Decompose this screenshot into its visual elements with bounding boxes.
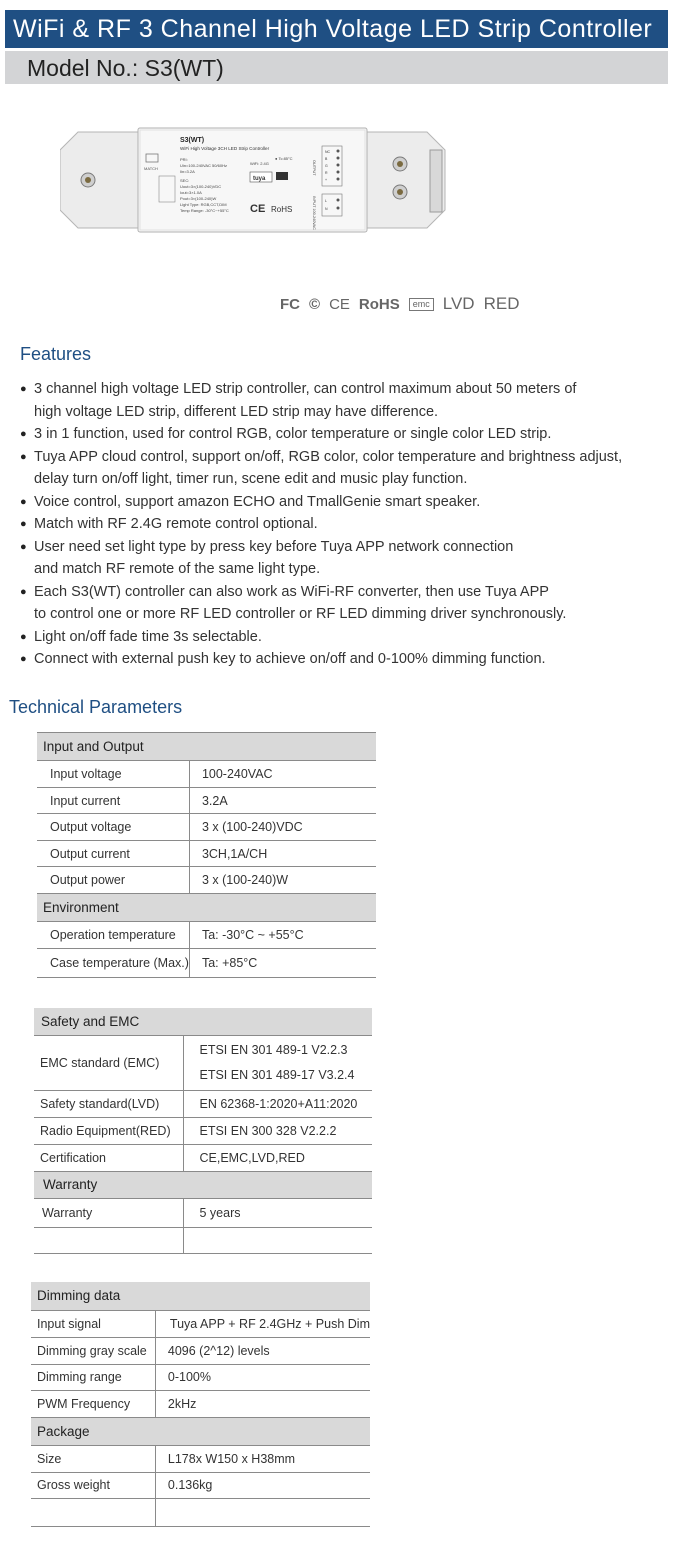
table-row: Output power 3 x (100-240)W	[37, 867, 376, 894]
table-row: Gross weight 0.136kg	[31, 1472, 370, 1498]
terminal-screw-icon	[337, 164, 340, 167]
emc-standard-value: ETSI EN 301 489-17 V3.2.4	[199, 1067, 355, 1082]
terminal-screw-icon	[337, 199, 340, 202]
ce-logo: CE	[329, 295, 350, 313]
wiring-diagram-icon	[276, 172, 288, 180]
rohs-logo: RoHS	[358, 295, 400, 313]
table-row: Certification CE,EMC,LVD,RED	[34, 1144, 372, 1171]
pri-line: Iin=3.2A	[180, 169, 195, 174]
wifi-label: WiFi: 2.4G	[250, 161, 269, 166]
page-title: WiFi & RF 3 Channel High Voltage LED Strip Controller	[5, 10, 668, 48]
emc-logo: emc	[409, 298, 434, 311]
sec-line: Pout=3×(100-240)W	[180, 196, 217, 201]
terminal-screw-icon	[337, 207, 340, 210]
features-list	[20, 378, 670, 671]
table-row: Case temperature (Max.) Ta: +85°C	[37, 949, 376, 978]
terminal-screw-icon	[337, 157, 340, 160]
output-pin: B	[325, 157, 328, 161]
table-row-empty	[31, 1498, 370, 1526]
output-label: OUTPUT	[312, 160, 316, 176]
feature-item: ● Each S3(WT) controller can also work as WiFi-RF converter, then use Tuya APP to control one or more RF LED controller or RF LED dimming driver synchronously.	[20, 581, 670, 626]
model-number: Model No.: S3(WT)	[5, 51, 668, 84]
output-pin: R	[325, 171, 328, 175]
feature-item: ● 3 in 1 function, used for control RGB, color temperature or single color LED strip.	[20, 423, 670, 446]
product-subtitle: WiFi High Voltage 3CH LED Strip Controller	[180, 146, 270, 151]
pri-line: Uin=100-240VAC 50/60Hz	[180, 163, 227, 168]
left-screw-head	[85, 177, 91, 183]
sec-label: SEC:	[180, 178, 190, 183]
emc-standard-value: ETSI EN 301 489-1 V2.2.3	[199, 1042, 348, 1057]
table-row: Dimming gray scale 4096 (2^12) levels	[31, 1337, 370, 1364]
table-row: Warranty 5 years	[34, 1198, 372, 1227]
lvd-logo: LVD	[442, 294, 475, 313]
table-row: Input signal Tuya APP + RF 2.4GHz + Push Dim	[31, 1310, 370, 1337]
pri-label: PRI:	[180, 157, 188, 162]
certification-logos	[280, 294, 519, 314]
features-heading: Features	[20, 344, 92, 364]
table-row: Safety standard(LVD) EN 62368-1:2020+A11:2020	[34, 1090, 372, 1117]
table-row-empty	[34, 1227, 372, 1253]
table-section-header: Dimming data	[31, 1282, 370, 1310]
right-screw-bottom-head	[397, 189, 403, 195]
output-pin: +	[325, 178, 328, 182]
safety-emc-table	[34, 1008, 372, 1254]
feature-item: ● 3 channel high voltage LED strip controller, can control maximum about 50 meters of high voltage LED strip, different LED strip may have difference.	[20, 378, 670, 423]
output-pin: NC	[325, 150, 331, 154]
table-row: Output current 3CH,1A/CH	[37, 841, 376, 867]
input-pin: N	[325, 207, 328, 211]
table-row: Input current 3.2A	[37, 788, 376, 814]
feature-item: ● Connect with external push key to achieve on/off and 0-100% dimming function.	[20, 648, 670, 671]
terminal-screw-icon	[337, 178, 340, 181]
table-row: PWM Frequency 2kHz	[31, 1390, 370, 1417]
feature-item: ● User need set light type by press key before Tuya APP network connection and match RF remote of the same light type.	[20, 536, 670, 581]
table-row: Size L178x W150 x H38mm	[31, 1445, 370, 1472]
feature-item: ● Light on/off fade time 3s selectable.	[20, 626, 670, 649]
tc-label: ● Tc:85°C	[275, 156, 293, 161]
table-section-header: Warranty	[34, 1171, 372, 1198]
input-pin: L	[325, 199, 327, 203]
sec-line: Iout=3×1.0A	[180, 190, 202, 195]
sec-line: Uout=3×(100-240)VDC	[180, 184, 222, 189]
table-row: EMC standard (EMC) ETSI EN 301 489-1 V2.2.3 ETSI EN 301 489-17 V3.2.4	[34, 1035, 372, 1090]
terminal-screw-icon	[337, 171, 340, 174]
output-pin: G	[325, 164, 328, 168]
dimming-package-table	[31, 1282, 370, 1527]
tuya-logo: tuya	[253, 176, 266, 182]
product-name: S3(WT)	[180, 137, 205, 144]
technical-parameters-heading: Technical Parameters	[9, 697, 183, 717]
input-output-table	[37, 732, 376, 978]
table-row: Output voltage 3 x (100-240)VDC	[37, 814, 376, 841]
terminal-side	[430, 150, 442, 212]
feature-item: ● Match with RF 2.4G remote control optional.	[20, 513, 670, 536]
feature-item: ● Tuya APP cloud control, support on/off, RGB color, color temperature and brightness adjust, delay turn on/off light, timer run, scene edit and music play function.	[20, 446, 670, 491]
rohs-mark: RoHS	[271, 205, 293, 214]
terminal-screw-icon	[337, 150, 340, 153]
product-image	[60, 120, 460, 250]
left-mounting-ear	[60, 132, 138, 228]
sec-line: Light Type: RGB,CCT,DIM	[180, 202, 227, 207]
table-section-header: Package	[31, 1417, 370, 1445]
right-screw-top-head	[397, 161, 403, 167]
table-row: Operation temperature Ta: -30°C ~ +55°C	[37, 922, 376, 949]
feature-item: ● Voice control, support amazon ECHO and TmallGenie smart speaker.	[20, 491, 670, 514]
table-row: Dimming range 0-100%	[31, 1364, 370, 1390]
match-label: MATCH	[144, 166, 158, 171]
table-row: Radio Equipment(RED) ETSI EN 300 328 V2.2.2	[34, 1117, 372, 1144]
c-tick-logo: ©	[309, 295, 321, 313]
table-row: Input voltage 100-240VAC	[37, 761, 376, 788]
table-section-header: Safety and EMC	[34, 1008, 372, 1035]
red-logo: RED	[483, 294, 520, 313]
table-section-header: Input and Output	[37, 733, 376, 761]
fc-logo: FC	[280, 295, 300, 313]
input-label: INPUT 100-240VAC	[312, 196, 316, 230]
table-section-header: Environment	[37, 894, 376, 922]
ce-mark: CE	[250, 203, 266, 215]
sec-line: Temp Range: -30°C~+55°C	[180, 208, 229, 213]
